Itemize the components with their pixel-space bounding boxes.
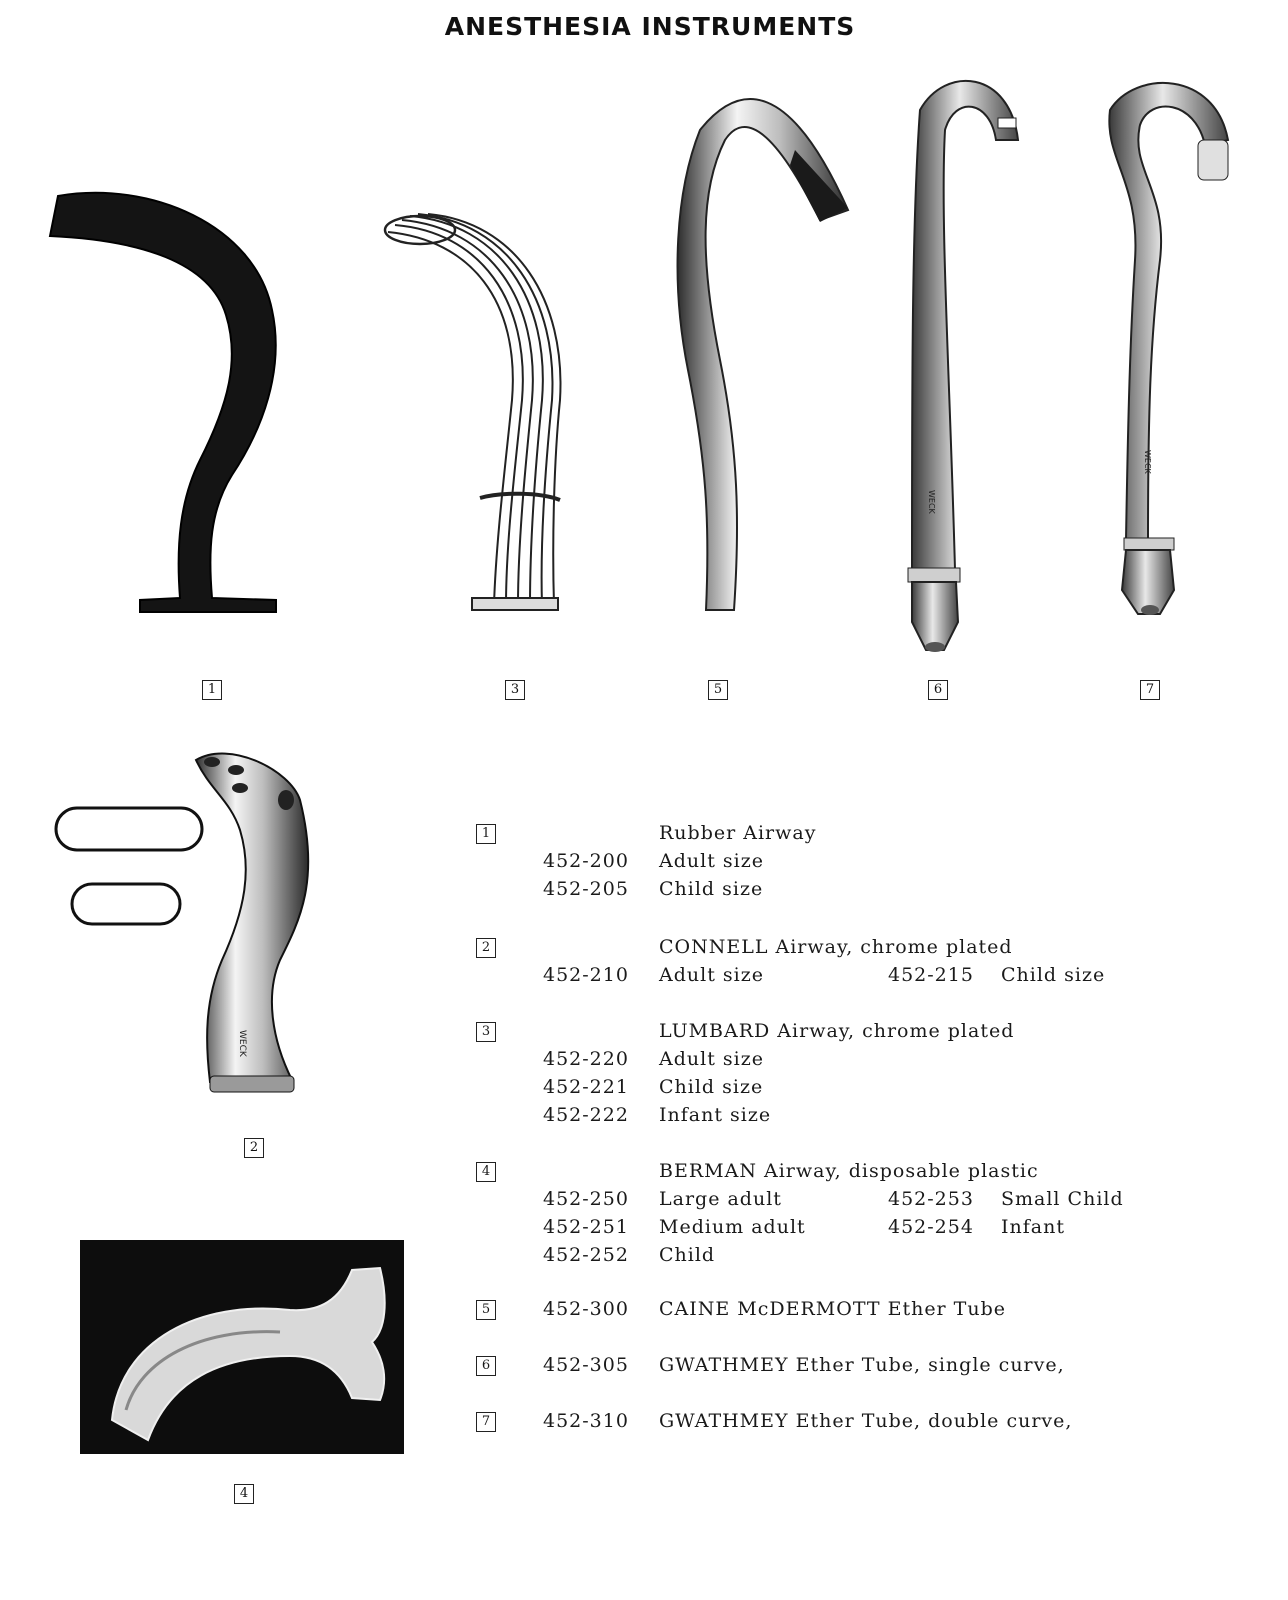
weck-engraving-7: WECK: [1143, 450, 1152, 474]
catalog-code: 452-305: [543, 1354, 629, 1376]
catalog-heading: CAINE McDERMOTT Ether Tube: [659, 1298, 1006, 1320]
catalog-desc: Child size: [659, 878, 764, 900]
figure-label-3: 3: [505, 680, 525, 700]
gwathmey-single-curve-illustration: [908, 81, 1018, 652]
catalog-desc: Medium adult: [659, 1216, 806, 1238]
catalog-code-2: 452-253: [888, 1188, 974, 1210]
figure-label-2: 2: [244, 1138, 264, 1158]
weck-engraving-2: WECK: [237, 1030, 247, 1057]
catalog-code: 452-310: [543, 1410, 629, 1432]
catalog-code-2: 452-215: [888, 964, 974, 986]
catalog-heading: CONNELL Airway, chrome plated: [659, 936, 1013, 958]
catalog-code: 452-221: [543, 1076, 629, 1098]
weck-engraving-6: WECK: [927, 490, 936, 514]
catalog-num: 3: [476, 1022, 496, 1042]
catalog-desc: Adult size: [659, 964, 764, 986]
caine-mcdermott-tube-illustration: [678, 99, 848, 610]
catalog-num: 7: [476, 1412, 496, 1432]
catalog-desc: Infant size: [659, 1104, 772, 1126]
figure-label-5: 5: [708, 680, 728, 700]
gwathmey-double-curve-illustration: [1109, 83, 1228, 615]
page-title: ANESTHESIA INSTRUMENTS: [444, 12, 856, 41]
lumbard-airway-illustration: [385, 214, 560, 610]
catalog-code: 452-210: [543, 964, 629, 986]
catalog-heading: BERMAN Airway, disposable plastic: [659, 1160, 1039, 1182]
catalog-desc-2: Child size: [1001, 964, 1106, 986]
catalog-heading: Rubber Airway: [659, 822, 817, 844]
catalog-heading: GWATHMEY Ether Tube, single curve,: [659, 1354, 1065, 1376]
catalog-code: 452-200: [543, 850, 629, 872]
catalog-code: 452-220: [543, 1048, 629, 1070]
catalog-code: 452-252: [543, 1244, 629, 1266]
catalog-code: 452-250: [543, 1188, 629, 1210]
figure-label-4: 4: [234, 1484, 254, 1504]
catalog-code: 452-205: [543, 878, 629, 900]
catalog-code: 452-251: [543, 1216, 629, 1238]
figure-label-6: 6: [928, 680, 948, 700]
catalog-code: 452-222: [543, 1104, 629, 1126]
catalog-num: 4: [476, 1162, 496, 1182]
rubber-airway-illustration: [50, 193, 276, 612]
catalog-desc: Adult size: [659, 1048, 764, 1070]
catalog-num: 6: [476, 1356, 496, 1376]
catalog-num: 1: [476, 824, 496, 844]
catalog-desc-2: Infant: [1001, 1216, 1065, 1238]
catalog-code-2: 452-254: [888, 1216, 974, 1238]
catalog-desc: Child size: [659, 1076, 764, 1098]
catalog-desc: Large adult: [659, 1188, 782, 1210]
figure-label-1: 1: [202, 680, 222, 700]
catalog-desc: Adult size: [659, 850, 764, 872]
catalog-desc-2: Small Child: [1001, 1188, 1124, 1210]
catalog-num: 2: [476, 938, 496, 958]
catalog-heading: GWATHMEY Ether Tube, double curve,: [659, 1410, 1073, 1432]
catalog-heading: LUMBARD Airway, chrome plated: [659, 1020, 1015, 1042]
catalog-num: 5: [476, 1300, 496, 1320]
catalog-desc: Child: [659, 1244, 716, 1266]
figure-label-7: 7: [1140, 680, 1160, 700]
catalog-code: 452-300: [543, 1298, 629, 1320]
